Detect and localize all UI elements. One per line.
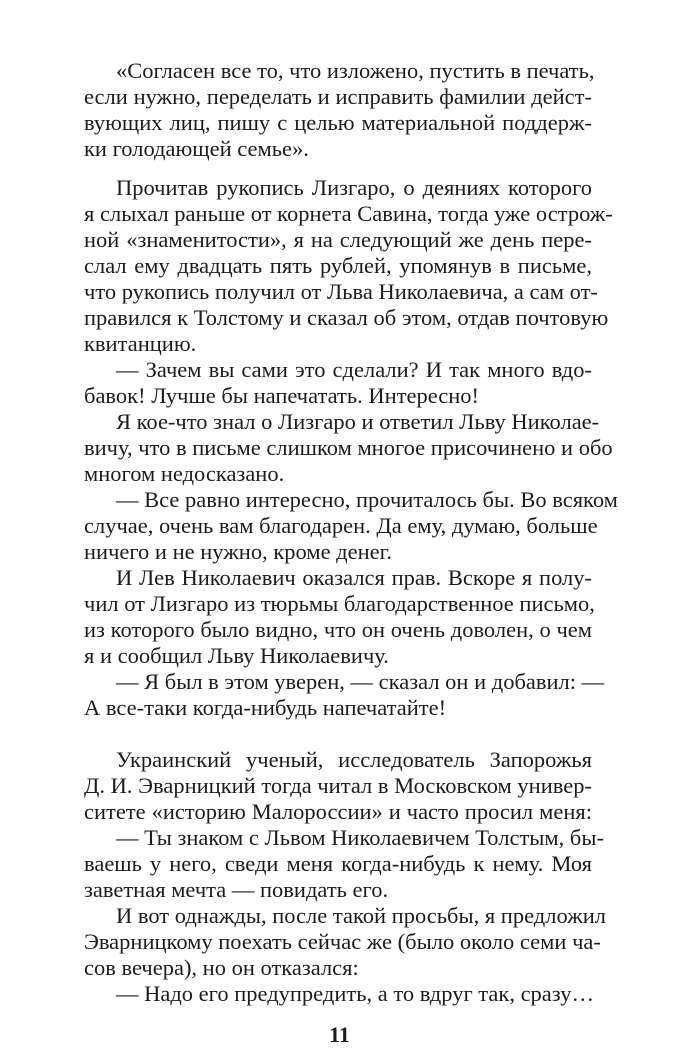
text-line: я слыхал раньше от корнета Савина, тогда уже острож- [84, 201, 613, 226]
text-line: заветная мечта — повидать его. [84, 877, 389, 902]
text-line: Украинский ученый, исследователь Запорожья [116, 747, 592, 772]
text-line: чил от Лизгаро из тюрьмы благодарственное письмо, [84, 591, 595, 616]
text-line: «Согласен все то, что изложено, пустить в печать, [116, 58, 595, 83]
text-line: ваешь у него, сведи меня когда-нибудь к нему. Моя [84, 851, 592, 876]
text-line: И вот однажды, после такой просьбы, я предложил [116, 903, 606, 928]
text-line: ничего и не нужно, кроме денег. [84, 539, 392, 564]
text-line: Прочитав рукопись Лизгаро, о деяниях которого [116, 175, 592, 200]
text-line: Эварницкому поехать сейчас же (было около семи ча- [84, 929, 601, 954]
text-line: вичу, что в письме слишком многое присочинено и обо [84, 435, 613, 460]
text-line: ки голодающей семье». [84, 136, 309, 161]
text-line: Д. И. Эварницкий тогда читал в Московском универ- [84, 773, 592, 798]
text-line: — Надо его предупредить, а то вдруг так, сразу… [116, 981, 594, 1006]
text-line: из которого было видно, что он очень доволен, о чем [84, 617, 592, 642]
text-line: правился к Толстому и сказал об этом, отдав почтовую [84, 305, 609, 330]
text-line: сов вечера), но он отказался: [84, 955, 359, 980]
text-line: если нужно, переделать и исправить фамилии дейст- [84, 84, 592, 109]
text-line: А все-таки когда-нибудь напечатайте! [84, 695, 447, 720]
text-line: Я кое-что знал о Лизгаро и ответил Льву Николае- [116, 409, 600, 434]
text-line: — Ты знаком с Львом Николаевичем Толстым, бы- [116, 825, 604, 850]
text-line: И Лев Николаевич оказался прав. Вскоре я полу- [116, 565, 592, 590]
text-line: — Зачем вы сами это сделали? И так много вдо- [116, 357, 592, 382]
text-line: ситете «историю Малороссии» и часто просил меня: [84, 799, 592, 824]
page-number: 11 [329, 1022, 350, 1047]
text-line: многом недосказано. [84, 461, 285, 486]
text-line: — Все равно интересно, прочиталось бы. Во всяком [116, 487, 618, 512]
text-line: слал ему двадцать пять рублей, упомянув в письме, [84, 253, 592, 278]
text-line: — Я был в этом уверен, — сказал он и добавил: — [116, 669, 605, 694]
text-line: я и сообщил Льву Николаевичу. [84, 643, 389, 668]
text-line: бавок! Лучше бы напечатать. Интересно! [84, 383, 480, 408]
text-line: вующих лиц, пишу с целью материальной поддерж- [84, 110, 592, 135]
text-line: квитанцию. [84, 331, 197, 356]
text-line: случае, очень вам благодарен. Да ему, думаю, больше [84, 513, 598, 538]
text-line: ной «знаменитости», я на следующий же день пере- [84, 227, 592, 252]
text-line: что рукопись получил от Льва Николаевича, а сам от- [84, 279, 598, 304]
